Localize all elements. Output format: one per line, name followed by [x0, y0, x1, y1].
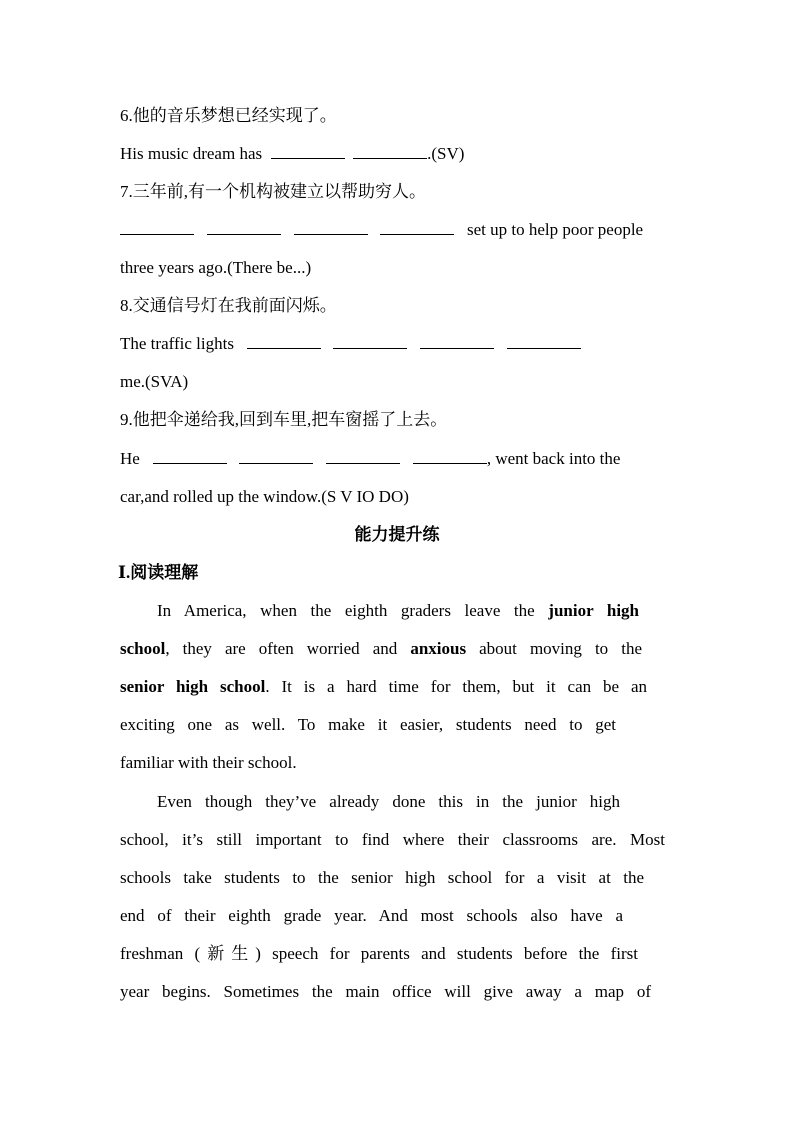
passage-line: familiar with their school. — [120, 753, 297, 772]
question-6-sentence — [120, 143, 674, 165]
passage-text: . It is a hard time for them, but it can be an — [265, 677, 647, 696]
answer-blank — [247, 334, 321, 349]
answer-blank — [326, 449, 400, 464]
question-7-sentence — [120, 219, 674, 241]
question-7-sentence-cont: three years ago.(There be...) — [120, 258, 312, 277]
passage-line: freshman (新生) speech for parents and students before the first — [120, 944, 638, 963]
answer-blank — [294, 220, 368, 235]
answer-blank — [353, 144, 427, 159]
passage-line: school, it’s still important to find where their classrooms are. Most — [120, 830, 665, 849]
q8-text-start: The traffic lights — [120, 334, 234, 353]
bold-term: school — [120, 639, 166, 658]
answer-blank — [413, 449, 487, 464]
bold-term: anxious — [410, 639, 467, 658]
q6-text-start: His music dream has — [120, 144, 263, 163]
question-9-sentence — [120, 448, 674, 470]
q9-text-start: He — [120, 449, 140, 468]
q7-text-tail: set up to help poor people — [467, 220, 644, 239]
answer-blank — [120, 220, 194, 235]
passage-line — [120, 676, 647, 698]
passage-line: Even though they’ve already done this in the junior high — [157, 792, 620, 811]
subsection-heading: Ⅰ.阅读理解 — [118, 563, 199, 582]
answer-blank — [153, 449, 227, 464]
answer-blank — [271, 144, 345, 159]
passage-text: , they are often worried and — [165, 639, 398, 658]
question-8-sentence-cont: me.(SVA) — [120, 372, 189, 391]
answer-blank — [507, 334, 581, 349]
answer-blank — [380, 220, 454, 235]
section-title: 能力提升练 — [354, 525, 440, 544]
question-7-prompt: 7.三年前,有一个机构被建立以帮助穷人。 — [120, 182, 426, 201]
question-8-sentence — [120, 333, 674, 355]
passage-line: year begins. Sometimes the main office will give away a map of — [120, 982, 651, 1001]
answer-blank — [207, 220, 281, 235]
passage-text: In America, when the eighth graders leave the — [157, 601, 535, 620]
passage-line: end of their eighth grade year. And most schools also have a — [120, 906, 623, 925]
answer-blank — [420, 334, 494, 349]
answer-blank — [239, 449, 313, 464]
passage-line: exciting one as well. To make it easier, students need to get — [120, 715, 616, 734]
passage-line — [120, 638, 642, 660]
question-6-prompt: 6.他的音乐梦想已经实现了。 — [120, 106, 337, 125]
answer-blank — [333, 334, 407, 349]
q6-text-end: .(SV) — [427, 144, 465, 163]
bold-term: junior high — [548, 601, 640, 620]
bold-term: senior high school — [120, 677, 266, 696]
question-9-sentence-cont: car,and rolled up the window.(S V IO DO) — [120, 487, 409, 506]
passage-line: schools take students to the senior high school for a visit at the — [120, 868, 644, 887]
question-8-prompt: 8.交通信号灯在我前面闪烁。 — [120, 296, 337, 315]
question-9-prompt: 9.他把伞递给我,回到车里,把车窗摇了上去。 — [120, 410, 448, 429]
passage-line — [120, 600, 639, 622]
passage-text: about moving to the — [479, 639, 643, 658]
q9-text-end: , went back into the — [486, 449, 621, 468]
